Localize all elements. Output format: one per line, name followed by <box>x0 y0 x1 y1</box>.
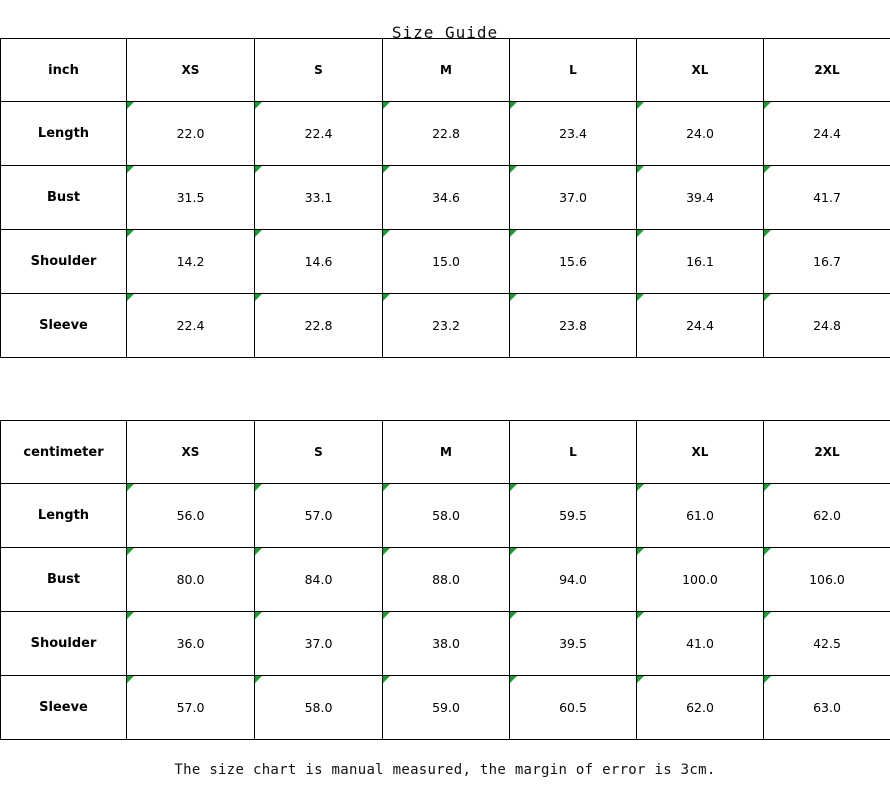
cell-inch-sleeve-m: 23.2 <box>383 294 510 358</box>
table-row <box>1 676 890 740</box>
table-row <box>1 612 890 676</box>
cell-inch-shoulder-s: 14.6 <box>255 230 383 294</box>
cell-cm-sleeve-s: 58.0 <box>255 676 383 740</box>
column-header-xs: XS <box>127 39 255 102</box>
cell-cm-length-xs: 56.0 <box>127 484 255 548</box>
cell-cm-length-2xl: 62.0 <box>764 484 890 548</box>
cell-cm-length-m: 58.0 <box>383 484 510 548</box>
row-label-sleeve: Sleeve <box>1 294 127 358</box>
cell-inch-length-2xl: 24.4 <box>764 102 890 166</box>
table-row <box>1 166 890 230</box>
table-header-row <box>1 39 890 102</box>
cell-inch-sleeve-2xl: 24.8 <box>764 294 890 358</box>
cell-inch-bust-2xl: 41.7 <box>764 166 890 230</box>
cell-inch-bust-xs: 31.5 <box>127 166 255 230</box>
cell-cm-bust-l: 94.0 <box>510 548 637 612</box>
row-label-bust: Bust <box>1 166 127 230</box>
table-row <box>1 102 890 166</box>
cell-inch-bust-m: 34.6 <box>383 166 510 230</box>
row-label-bust: Bust <box>1 548 127 612</box>
cell-inch-length-l: 23.4 <box>510 102 637 166</box>
cell-cm-bust-m: 88.0 <box>383 548 510 612</box>
cell-inch-length-s: 22.4 <box>255 102 383 166</box>
cell-cm-sleeve-l: 60.5 <box>510 676 637 740</box>
cell-cm-shoulder-xl: 41.0 <box>637 612 764 676</box>
size-table-centimeter <box>0 420 890 740</box>
cell-cm-bust-2xl: 106.0 <box>764 548 890 612</box>
column-header-s: S <box>255 39 383 102</box>
cell-cm-shoulder-xs: 36.0 <box>127 612 255 676</box>
column-header-m: M <box>383 39 510 102</box>
cell-cm-length-s: 57.0 <box>255 484 383 548</box>
column-header-l: L <box>510 39 637 102</box>
cell-cm-bust-xs: 80.0 <box>127 548 255 612</box>
cell-inch-shoulder-l: 15.6 <box>510 230 637 294</box>
column-header-xl: XL <box>637 421 764 484</box>
table-header-row <box>1 421 890 484</box>
unit-label-inch: inch <box>1 39 127 102</box>
cell-inch-shoulder-2xl: 16.7 <box>764 230 890 294</box>
cell-inch-shoulder-m: 15.0 <box>383 230 510 294</box>
row-label-shoulder: Shoulder <box>1 230 127 294</box>
unit-label-centimeter: centimeter <box>1 421 127 484</box>
cell-inch-bust-xl: 39.4 <box>637 166 764 230</box>
cell-inch-sleeve-l: 23.8 <box>510 294 637 358</box>
table-spacer <box>0 358 890 420</box>
column-header-l: L <box>510 421 637 484</box>
cell-inch-length-xs: 22.0 <box>127 102 255 166</box>
cell-inch-bust-l: 37.0 <box>510 166 637 230</box>
table-row <box>1 294 890 358</box>
cell-inch-sleeve-s: 22.8 <box>255 294 383 358</box>
cell-cm-bust-s: 84.0 <box>255 548 383 612</box>
column-header-xl: XL <box>637 39 764 102</box>
cell-cm-length-xl: 61.0 <box>637 484 764 548</box>
cell-cm-sleeve-m: 59.0 <box>383 676 510 740</box>
cell-inch-shoulder-xl: 16.1 <box>637 230 764 294</box>
cell-inch-bust-s: 33.1 <box>255 166 383 230</box>
column-header-xs: XS <box>127 421 255 484</box>
cell-inch-length-m: 22.8 <box>383 102 510 166</box>
column-header-2xl: 2XL <box>764 39 890 102</box>
cell-inch-sleeve-xl: 24.4 <box>637 294 764 358</box>
cell-cm-shoulder-2xl: 42.5 <box>764 612 890 676</box>
column-header-m: M <box>383 421 510 484</box>
row-label-length: Length <box>1 484 127 548</box>
cell-cm-length-l: 59.5 <box>510 484 637 548</box>
size-table-inch <box>0 38 890 358</box>
column-header-s: S <box>255 421 383 484</box>
cell-cm-shoulder-s: 37.0 <box>255 612 383 676</box>
cell-cm-shoulder-l: 39.5 <box>510 612 637 676</box>
cell-cm-shoulder-m: 38.0 <box>383 612 510 676</box>
table-row <box>1 484 890 548</box>
row-label-sleeve: Sleeve <box>1 676 127 740</box>
page-title: Size Guide <box>391 23 499 42</box>
cell-cm-sleeve-xs: 57.0 <box>127 676 255 740</box>
cell-cm-sleeve-xl: 62.0 <box>637 676 764 740</box>
measurement-disclaimer: The size chart is manual measured, the margin of error is 3cm. <box>174 762 716 778</box>
cell-inch-length-xl: 24.0 <box>637 102 764 166</box>
row-label-length: Length <box>1 102 127 166</box>
cell-cm-bust-xl: 100.0 <box>637 548 764 612</box>
cell-inch-sleeve-xs: 22.4 <box>127 294 255 358</box>
table-row <box>1 230 890 294</box>
cell-cm-sleeve-2xl: 63.0 <box>764 676 890 740</box>
row-label-shoulder: Shoulder <box>1 612 127 676</box>
cell-inch-shoulder-xs: 14.2 <box>127 230 255 294</box>
table-row <box>1 548 890 612</box>
column-header-2xl: 2XL <box>764 421 890 484</box>
